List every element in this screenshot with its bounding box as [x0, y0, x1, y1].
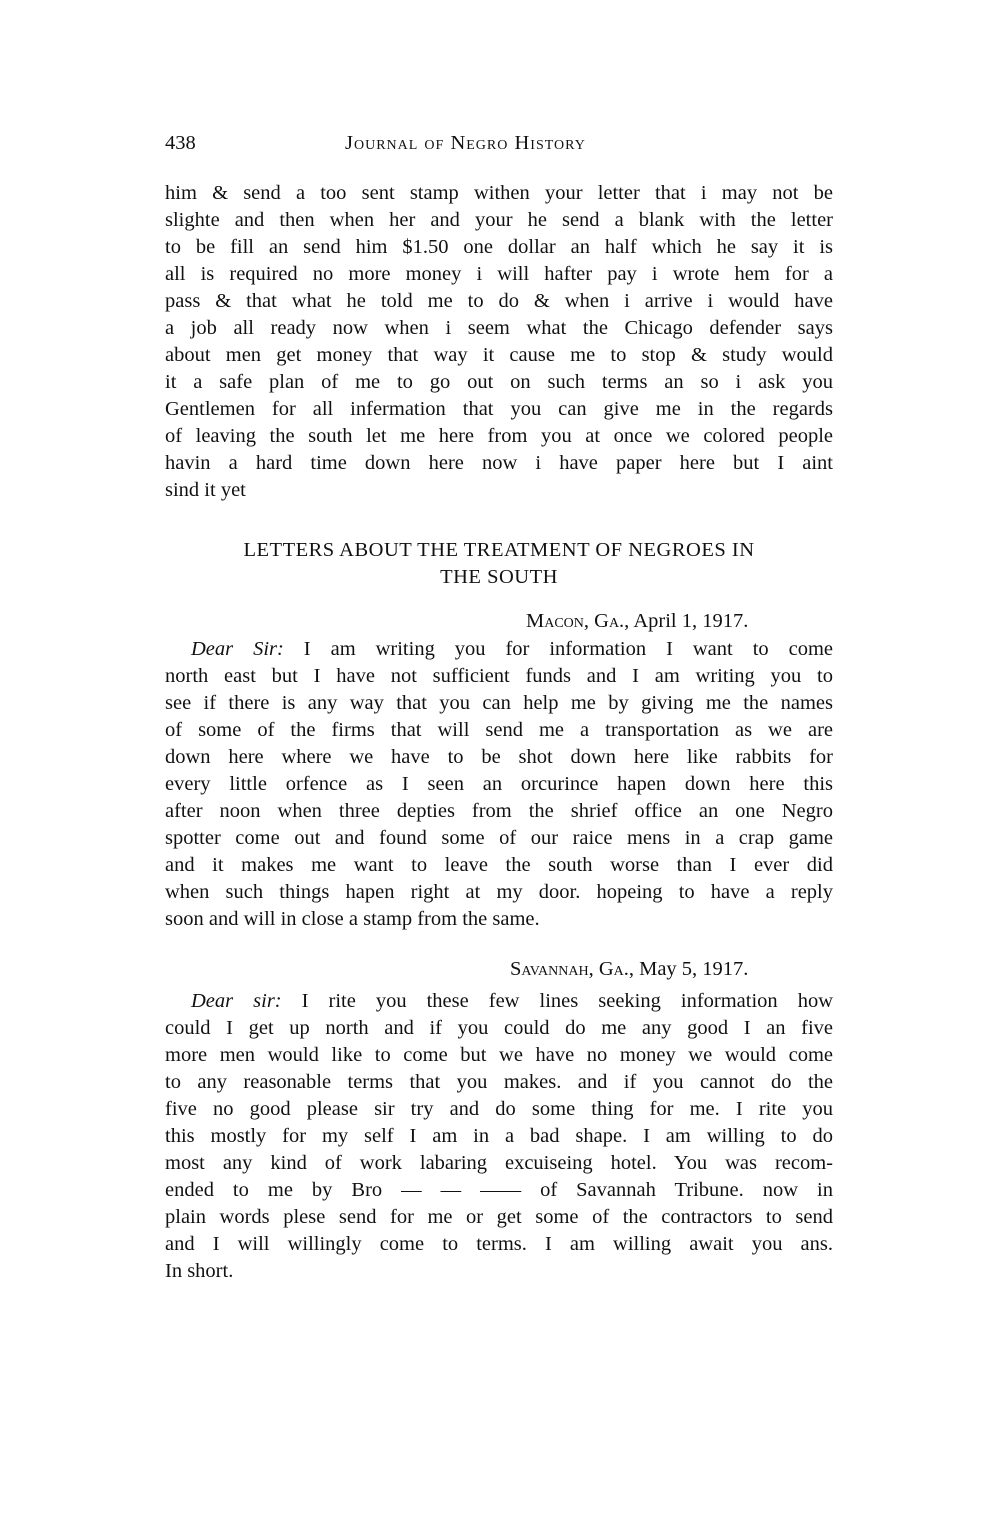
section-heading-line: THE SOUTH — [440, 566, 558, 588]
text-line: when such things hapen right at my door. hopeing to have a reply — [165, 881, 833, 903]
text-line: of some of the firms that will send me a transportation as we are — [165, 719, 833, 741]
text-line: sind it yet — [165, 479, 246, 501]
letter-place: Savannah, Ga., — [510, 958, 634, 980]
text-line: plain words plese send for me or get some of the contractors to send — [165, 1206, 833, 1228]
text-line: to any reasonable terms that you makes. and if you cannot do the — [165, 1071, 833, 1093]
text-line: about men get money that way it cause me to stop & study would — [165, 344, 833, 366]
text-line: ended to me by Bro — — —— of Savannah Tribune. now in — [165, 1179, 833, 1201]
text-line: every little orfence as I seen an orcurince hapen down here this — [165, 773, 833, 795]
letter-date: May 5, 1917. — [639, 958, 749, 980]
page-number: 438 — [165, 132, 196, 154]
text-line: north east but I have not sufficient funds and I am writing you to — [165, 665, 833, 687]
text-line: down here where we have to be shot down here like rabbits for — [165, 746, 833, 768]
continued-letter — [165, 180, 833, 504]
section-heading-line: LETTERS ABOUT THE TREATMENT OF NEGROES IN — [243, 539, 755, 561]
salutation: Dear sir: — [191, 990, 282, 1012]
text-line: most any kind of work labaring excuiseing hotel. You was recom- — [165, 1152, 833, 1174]
text-line: slighte and then when her and your he send a blank with the letter — [165, 209, 833, 231]
letter-date: April 1, 1917. — [633, 610, 749, 632]
letter-macon — [165, 636, 833, 933]
section-heading — [165, 537, 833, 591]
salutation: Dear Sir: — [191, 638, 284, 660]
text-line — [165, 636, 833, 663]
letter-place: Macon, Ga., — [526, 610, 630, 632]
text-line — [165, 988, 833, 1015]
text-line: five no good please sir try and do some thing for me. I rite you — [165, 1098, 833, 1120]
text-line: this mostly for my self I am in a bad shape. I am willing to do — [165, 1125, 833, 1147]
text-line: soon and will in close a stamp from the same. — [165, 908, 540, 930]
text-fragment: I rite you these few lines seeking information how — [281, 990, 833, 1012]
text-line: In short. — [165, 1260, 234, 1282]
text-line: Gentlemen for all infermation that you can give me in the regards — [165, 398, 833, 420]
text-line: havin a hard time down here now i have paper here but I aint — [165, 452, 833, 474]
letter-dateline — [510, 958, 748, 981]
text-line: it a safe plan of me to go out on such terms an so i ask you — [165, 371, 833, 393]
text-line: all is required no more money i will hafter pay i wrote hem for a — [165, 263, 833, 285]
text-line: more men would like to come but we have no money we would come — [165, 1044, 833, 1066]
text-line: spotter come out and found some of our raice mens in a crap game — [165, 827, 833, 849]
letter-dateline — [526, 610, 748, 633]
text-line: and it makes me want to leave the south worse than I ever did — [165, 854, 833, 876]
text-line: to be fill an send him $1.50 one dollar an half which he say it is — [165, 236, 833, 258]
text-line: pass & that what he told me to do & when i arrive i would have — [165, 290, 833, 312]
text-line: him & send a too sent stamp withen your letter that i may not be — [165, 182, 833, 204]
text-line: see if there is any way that you can help me by giving me the names — [165, 692, 833, 714]
letter-savannah — [165, 988, 833, 1285]
text-line: after noon when three depties from the shrief office an one Negro — [165, 800, 833, 822]
text-line: and I will willingly come to terms. I am willing await you ans. — [165, 1233, 833, 1255]
text-line: a job all ready now when i seem what the Chicago defender says — [165, 317, 833, 339]
text-line: of leaving the south let me here from you at once we colored people — [165, 425, 833, 447]
journal-title: Journal of Negro History — [345, 132, 586, 154]
text-fragment: I am writing you for information I want to come — [283, 638, 833, 660]
text-line: could I get up north and if you could do me any good I an five — [165, 1017, 833, 1039]
